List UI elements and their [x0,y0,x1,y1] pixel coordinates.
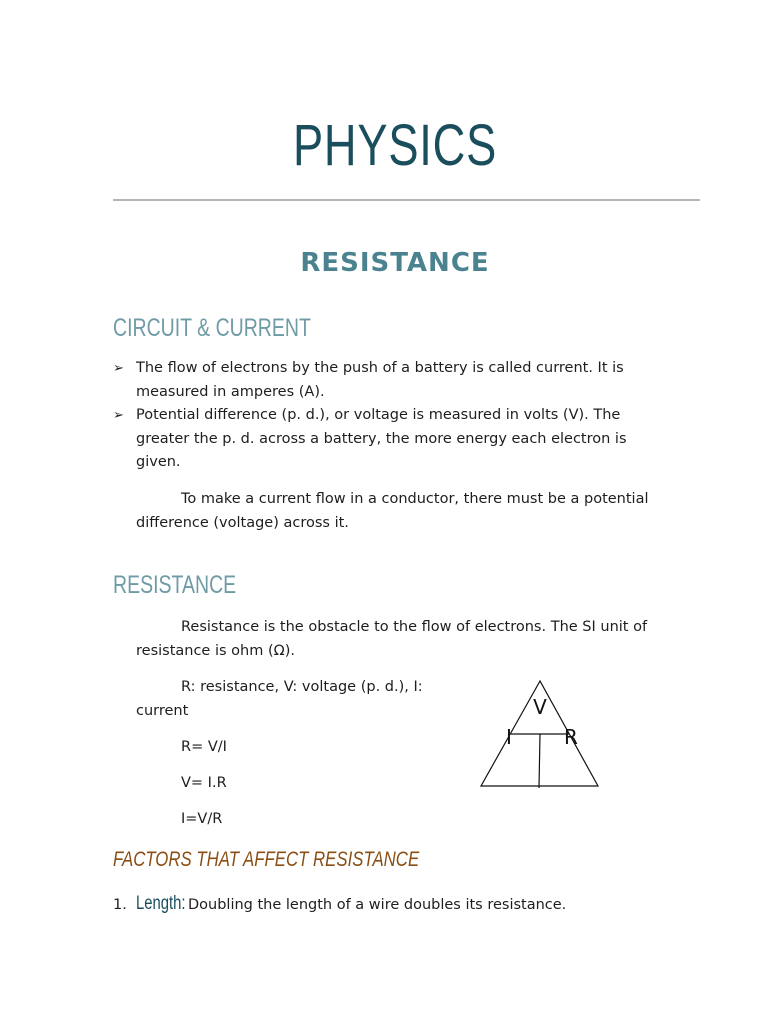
list-item [113,892,566,918]
triangle-label-r: R [564,725,578,749]
page-title: PHYSICS [292,113,498,178]
resistance-heading: RESISTANCE [113,571,237,599]
factors-heading: FACTORS THAT AFFECT RESISTANCE [113,848,420,871]
triangle-vertical-divider [539,734,540,788]
arrow-bullet-icon: ➢ [113,361,124,376]
bullet-text: Potential difference (p. d.), or voltage is measured in volts (V). The greater the p. d. across a battery, the more energy each electron is given. [136,407,627,470]
list-item [113,404,673,475]
resistance-definition-paragraph: Resistance is the obstacle to the flow of electrons. The SI unit of resistance is ohm (Ω). [136,619,648,659]
arrow-bullet-icon: ➢ [113,408,124,423]
formula-current: I=V/R [181,811,223,827]
list-item [113,357,673,404]
formula-resistance: R= V/I [181,739,227,755]
triangle-label-v: V [533,695,547,719]
current-flow-paragraph: To make a current flow in a conductor, there must be a potential difference (voltage) across it. [136,491,649,531]
formula-voltage: V= I.R [181,775,227,791]
factor-text: Doubling the length of a wire doubles its resistance. [188,897,567,913]
circuit-bullet-list [113,357,673,475]
circuit-current-heading: CIRCUIT & CURRENT [113,314,311,342]
triangle-label-i: I [506,725,512,749]
factor-term: Length: [136,893,186,914]
title-divider [113,199,700,201]
ohms-law-triangle-diagram [478,678,603,793]
symbol-legend: R: resistance, V: voltage (p. d.), I: current [136,679,423,719]
bullet-text: The flow of electrons by the push of a battery is called current. It is measured in amperes (A). [136,360,624,400]
page-subtitle: RESISTANCE [300,248,490,278]
factor-number: 1. [113,897,127,913]
